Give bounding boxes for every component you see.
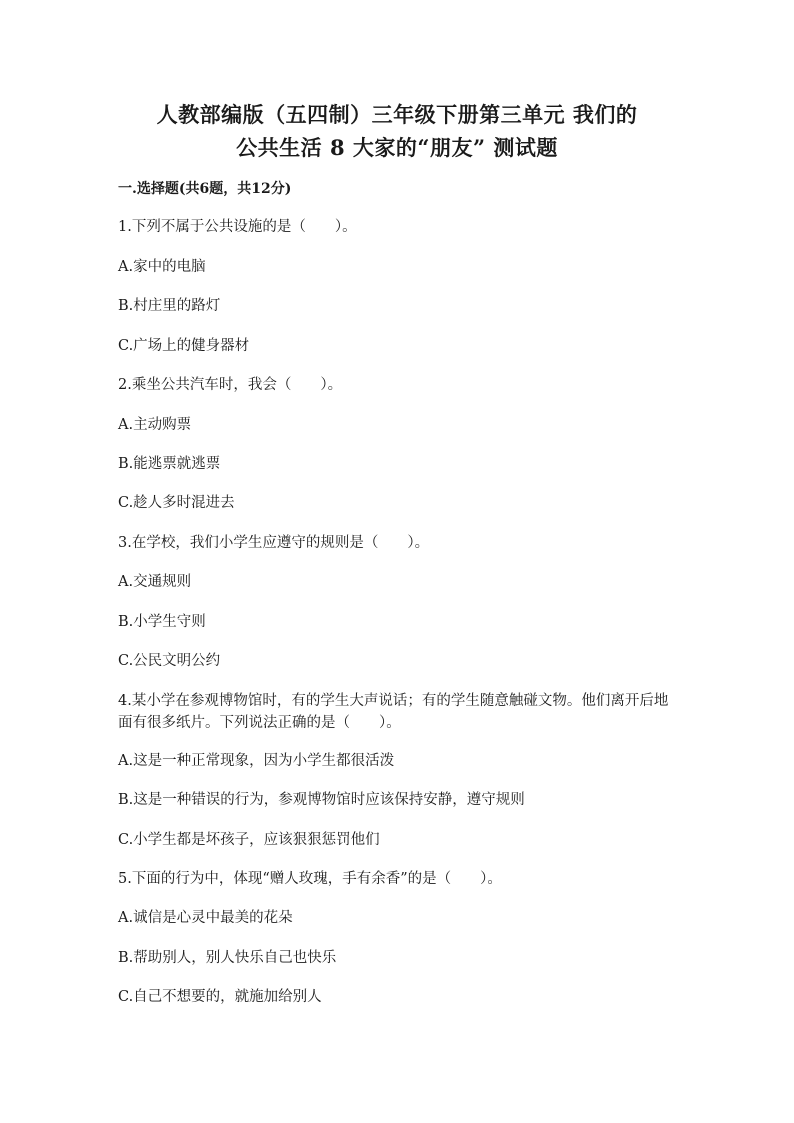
question-5-option-c: C.自己不想要的，就施加给别人 [118,989,322,1005]
question-1-option-c: C.广场上的健身器材 [118,338,250,354]
question-2-option-a: A.主动购票 [118,417,192,433]
question-4-stem: 4.某小学在参观博物馆时，有的学生大声说话；有的学生随意触碰文物。他们离开后地面有很多纸片。下列说法正确的是（ ）。 [118,693,669,731]
question-3-stem: 3.在学校，我们小学生应遵守的规则是（ ）。 [118,535,430,551]
question-1-stem: 1.下列不属于公共设施的是（ ）。 [118,219,357,235]
document-title-line-2: 公共生活 8 大家的“朋友” 测试题 [236,135,558,160]
question-4-option-b: B.这是一种错误的行为，参观博物馆时应该保持安静，遵守规则 [118,792,525,808]
question-4-option-c: C.小学生都是坏孩子，应该狠狠惩罚他们 [118,832,380,848]
question-1-option-b: B.村庄里的路灯 [118,298,221,314]
question-5-option-a: A.诚信是心灵中最美的花朵 [118,910,293,926]
question-2-option-b: B.能逃票就逃票 [118,456,221,472]
question-1-option-a: A.家中的电脑 [118,259,206,275]
question-2-option-c: C.趁人多时混进去 [118,495,235,511]
section-heading: 一.选择题(共6题，共12分) [118,181,292,197]
question-3-option-b: B.小学生守则 [118,614,206,630]
question-4-option-a: A.这是一种正常现象，因为小学生都很活泼 [118,753,395,769]
question-5-stem: 5.下面的行为中，体现“赠人玫瑰，手有余香”的是（ ）。 [118,871,502,887]
question-3-option-c: C.公民文明公约 [118,653,221,669]
question-5-option-b: B.帮助别人，别人快乐自己也快乐 [118,950,337,966]
document-title-line-1: 人教部编版（五四制）三年级下册第三单元 我们的 [156,102,638,127]
question-2-stem: 2.乘坐公共汽车时，我会（ ）。 [118,377,343,393]
question-3-option-a: A.交通规则 [118,574,192,590]
